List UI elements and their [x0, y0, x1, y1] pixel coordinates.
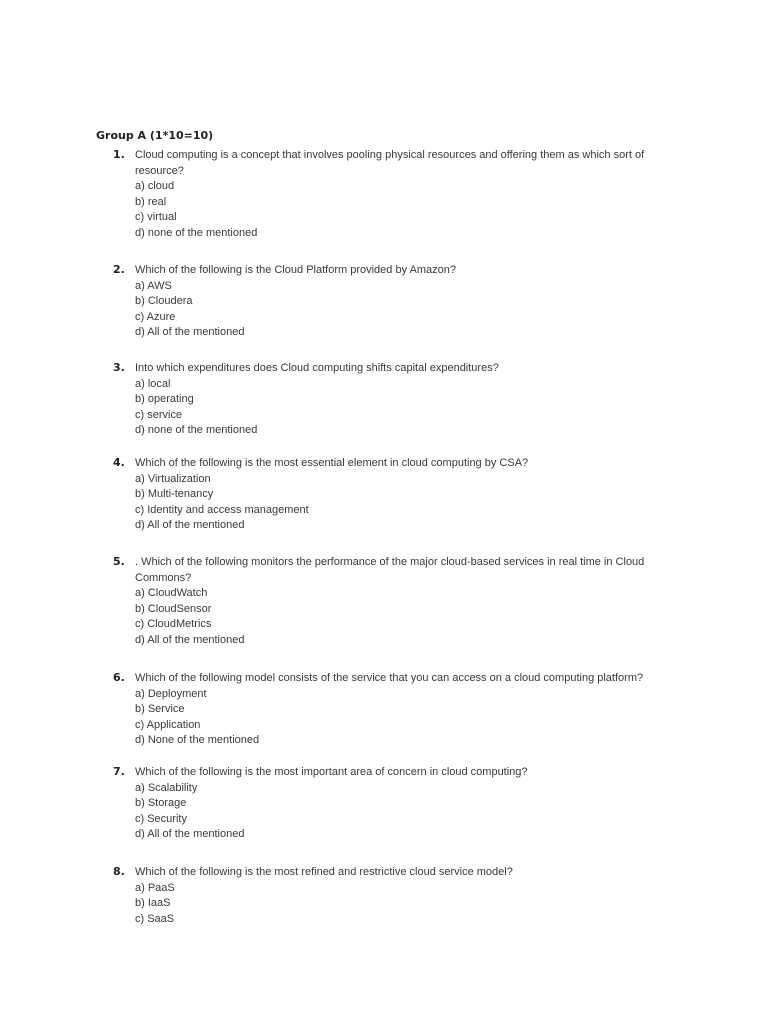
- question-number: 6.: [113, 671, 125, 684]
- option-a: a) AWS: [135, 279, 172, 292]
- question-number: 7.: [113, 765, 125, 778]
- question-3: [113, 361, 673, 439]
- option-c: c) Azure: [135, 310, 176, 323]
- option-a: a) Deployment: [135, 687, 207, 700]
- question-6: [113, 671, 673, 749]
- option-d: d) None of the mentioned: [135, 734, 260, 747]
- question-text: Which of the following model consists of the service that you can access on a cloud computing platform?: [135, 672, 644, 684]
- question-4: [113, 456, 673, 534]
- question-number: 4.: [113, 456, 125, 469]
- option-c: c) SaaS: [135, 912, 175, 925]
- group-heading: Group A (1*10=10): [96, 129, 214, 142]
- option-b: b) Service: [135, 703, 185, 716]
- option-c: c) service: [135, 408, 183, 421]
- option-a: a) PaaS: [135, 881, 175, 894]
- option-a: a) Virtualization: [135, 472, 211, 485]
- question-8: [113, 865, 673, 927]
- option-b: b) Multi-tenancy: [135, 488, 214, 501]
- question-number: 5.: [113, 555, 125, 568]
- question-1: [113, 148, 673, 242]
- option-c: c) Application: [135, 718, 201, 731]
- option-c: c) Security: [135, 812, 187, 825]
- question-number: 8.: [113, 865, 125, 878]
- option-d: d) All of the mentioned: [135, 326, 245, 339]
- question-number: 2.: [113, 263, 125, 276]
- question-5: [113, 555, 673, 649]
- option-d: d) All of the mentioned: [135, 519, 245, 532]
- question-text: . Which of the following monitors the performance of the major cloud-based services in real time in Cloud Commons?: [135, 556, 645, 584]
- question-text: Into which expenditures does Cloud computing shifts capital expenditures?: [135, 362, 499, 374]
- question-text: Cloud computing is a concept that involves pooling physical resources and offering them as which sort of resource?: [135, 149, 645, 177]
- question-2: [113, 263, 673, 341]
- option-c: c) Identity and access management: [135, 503, 309, 516]
- question-text: Which of the following is the Cloud Platform provided by Amazon?: [135, 264, 456, 276]
- option-a: a) CloudWatch: [135, 587, 208, 600]
- option-d: d) All of the mentioned: [135, 828, 245, 841]
- option-b: b) CloudSensor: [135, 602, 212, 615]
- option-a: a) local: [135, 377, 171, 390]
- question-7: [113, 765, 673, 843]
- option-d: d) none of the mentioned: [135, 226, 258, 239]
- question-number: 3.: [113, 361, 125, 374]
- option-a: a) cloud: [135, 180, 175, 193]
- option-c: c) virtual: [135, 211, 177, 224]
- question-number: 1.: [113, 148, 125, 161]
- question-text: Which of the following is the most refined and restrictive cloud service model?: [135, 866, 513, 878]
- question-text: Which of the following is the most essential element in cloud computing by CSA?: [135, 457, 529, 469]
- option-c: c) CloudMetrics: [135, 618, 212, 631]
- option-b: b) Cloudera: [135, 295, 193, 308]
- option-d: d) All of the mentioned: [135, 633, 245, 646]
- option-d: d) none of the mentioned: [135, 424, 258, 437]
- option-b: b) Storage: [135, 797, 187, 810]
- option-b: b) IaaS: [135, 897, 171, 910]
- question-text: Which of the following is the most important area of concern in cloud computing?: [135, 766, 528, 778]
- option-a: a) Scalability: [135, 781, 198, 794]
- option-b: b) operating: [135, 393, 194, 406]
- option-b: b) real: [135, 195, 167, 208]
